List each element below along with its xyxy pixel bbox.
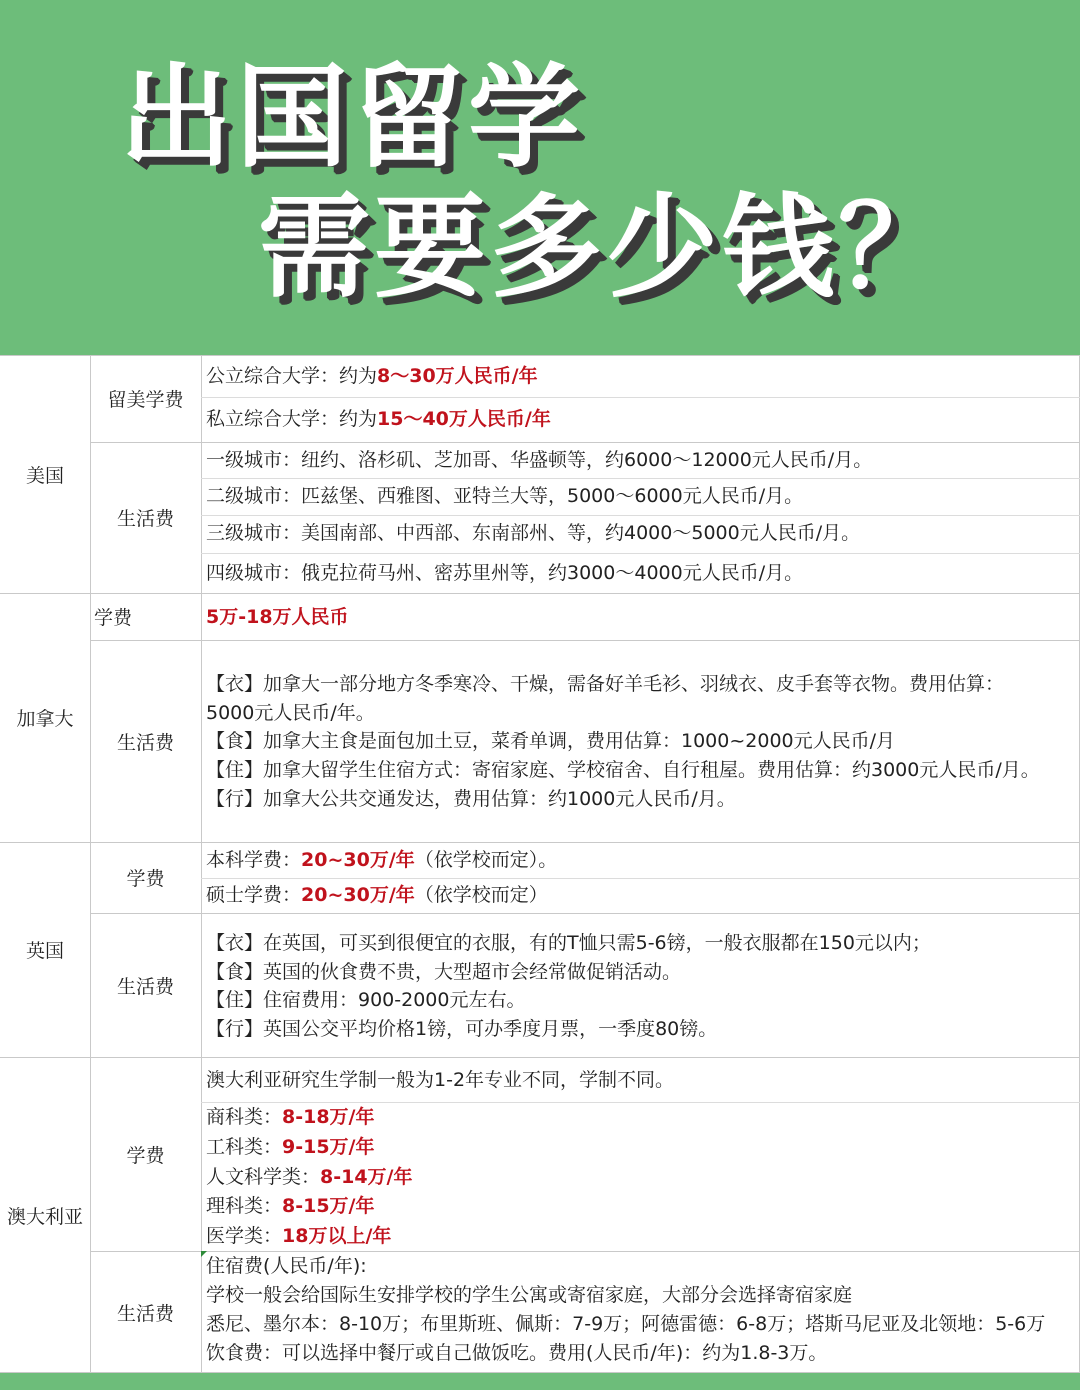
uk-tuition-label: 学费 xyxy=(126,868,165,890)
grid-line xyxy=(201,878,1080,879)
major-value: 9-15万/年 xyxy=(282,1136,375,1158)
major-value: 8-18万/年 xyxy=(282,1106,375,1128)
usa-private-value: 15～40万人民币/年 xyxy=(377,408,551,430)
australia-major-medicine xyxy=(206,1222,391,1251)
uk-housing: 【住】住宿费用：900-2000元左右。 xyxy=(206,989,526,1011)
usa-tuition-label: 留美学费 xyxy=(107,389,184,411)
canada-tuition-value: 5万-18万人民币 xyxy=(206,606,349,628)
grid-line xyxy=(90,913,1080,914)
uk-clothing: 【衣】在英国，可买到很便宜的衣服，有的T恤只需5-6镑，一般衣服都在150元以内； xyxy=(206,932,931,954)
uk-master-suffix: （依学校而定） xyxy=(414,884,548,906)
australia-intro: 澳大利亚研究生学制一般为1-2年专业不同，学制不同。 xyxy=(206,1069,675,1091)
usa-public-prefix: 公立综合大学：约为 xyxy=(206,365,378,387)
canada-food: 【食】加拿大主食是面包加土豆，菜肴单调，费用估算：1000~2000元人民币/月 xyxy=(206,730,896,752)
title-line-2: 需要多少钱？ xyxy=(258,183,954,313)
australia-lodging-desc: 学校一般会给国际生安排学校的学生公寓或寄宿家庭，大部分会选择寄宿家庭 xyxy=(206,1284,853,1306)
grid-line xyxy=(90,640,1080,641)
uk-bachelor-prefix: 本科学费： xyxy=(206,849,302,871)
major-name: 商科类： xyxy=(206,1106,283,1128)
grid-line-section xyxy=(0,593,1080,594)
usa-tier2: 二级城市：匹兹堡、西雅图、亚特兰大等，5000～6000元人民币/月。 xyxy=(206,485,804,507)
major-name: 人文科学类： xyxy=(206,1166,321,1188)
uk-master-tuition xyxy=(206,881,548,910)
australia-major-engineering xyxy=(206,1133,375,1162)
grid-line xyxy=(201,553,1080,554)
australia-lodging-title: 住宿费(人民币/年): xyxy=(206,1255,367,1277)
canada-clothing-2: 5000元人民币/年。 xyxy=(206,702,375,724)
usa-living-label: 生活费 xyxy=(116,508,174,530)
uk-master-prefix: 硕士学费： xyxy=(206,884,302,906)
uk-living-label: 生活费 xyxy=(116,975,174,998)
usa-tier1: 一级城市：纽约、洛杉矶、芝加哥、华盛顿等，约6000～12000元人民币/月。 xyxy=(206,449,873,471)
uk-bachelor-value: 20~30万/年 xyxy=(301,849,415,871)
australia-major-humanities xyxy=(206,1163,413,1192)
title-line-1: 出国留学 xyxy=(120,53,584,183)
canada-transport: 【行】加拿大公共交通发达，费用估算：约1000元人民币/月。 xyxy=(206,788,736,810)
usa-private-university xyxy=(206,405,551,434)
uk-master-value: 20~30万/年 xyxy=(301,884,415,906)
australia-lodging-cities: 悉尼、墨尔本：8-10万；布里斯班、佩斯：7-9万；阿德雷德：6-8万；塔斯马尼亚及北领地：5-6万 xyxy=(206,1313,1046,1335)
usa-public-university xyxy=(206,362,538,391)
major-name: 医学类： xyxy=(206,1225,283,1247)
uk-food: 【食】英国的伙食费不贵，大型超市会经常做促销活动。 xyxy=(206,961,682,983)
major-name: 理科类： xyxy=(206,1195,283,1217)
canada-housing: 【住】加拿大留学生住宿方式：寄宿家庭、学校宿舍、自行租屋。费用估算：约3000元人民币/月。 xyxy=(206,759,1040,781)
uk-bachelor-tuition xyxy=(206,846,557,875)
country-usa: 美国 xyxy=(25,464,64,487)
usa-tier3: 三级城市：美国南部、中西部、东南部州、等，约4000～5000元人民币/月。 xyxy=(206,522,861,544)
australia-major-science xyxy=(206,1192,375,1221)
australia-tuition-label: 学费 xyxy=(126,1144,165,1167)
usa-tier4: 四级城市：俄克拉荷马州、密苏里州等，约3000～4000元人民币/月。 xyxy=(206,562,804,584)
major-value: 8-15万/年 xyxy=(282,1195,375,1217)
country-canada: 加拿大 xyxy=(16,708,74,730)
usa-private-prefix: 私立综合大学：约为 xyxy=(206,408,378,430)
major-value: 8-14万/年 xyxy=(320,1166,413,1188)
major-name: 工科类： xyxy=(206,1136,283,1158)
footer-strip xyxy=(0,1373,1080,1390)
grid-line xyxy=(90,442,1080,443)
uk-transport: 【行】英国公交平均价格1镑，可办季度月票，一季度80镑。 xyxy=(206,1018,718,1040)
major-value: 18万以上/年 xyxy=(282,1225,392,1247)
australia-living-label: 生活费 xyxy=(116,1302,174,1325)
grid-line xyxy=(201,515,1080,516)
grid-line xyxy=(201,478,1080,479)
australia-major-business xyxy=(206,1103,375,1132)
canada-clothing-1: 【衣】加拿大一部分地方冬季寒冷、干燥，需备好羊毛衫、羽绒衣、皮手套等衣物。费用估算： xyxy=(206,673,1005,695)
uk-bachelor-suffix: （依学校而定）。 xyxy=(414,849,558,871)
country-australia: 澳大利亚 xyxy=(6,1205,83,1228)
australia-food: 饮食费：可以选择中餐厅或自己做饭吃。费用(人民币/年)：约为1.8-3万。 xyxy=(206,1342,828,1364)
grid-vline-category xyxy=(201,355,202,1373)
grid-line xyxy=(201,397,1080,398)
usa-public-value: 8～30万人民币/年 xyxy=(377,365,538,387)
header-banner xyxy=(0,0,1080,355)
canada-tuition-label: 学费 xyxy=(93,607,132,629)
country-uk: 英国 xyxy=(25,940,64,962)
canada-living-label: 生活费 xyxy=(116,731,174,754)
